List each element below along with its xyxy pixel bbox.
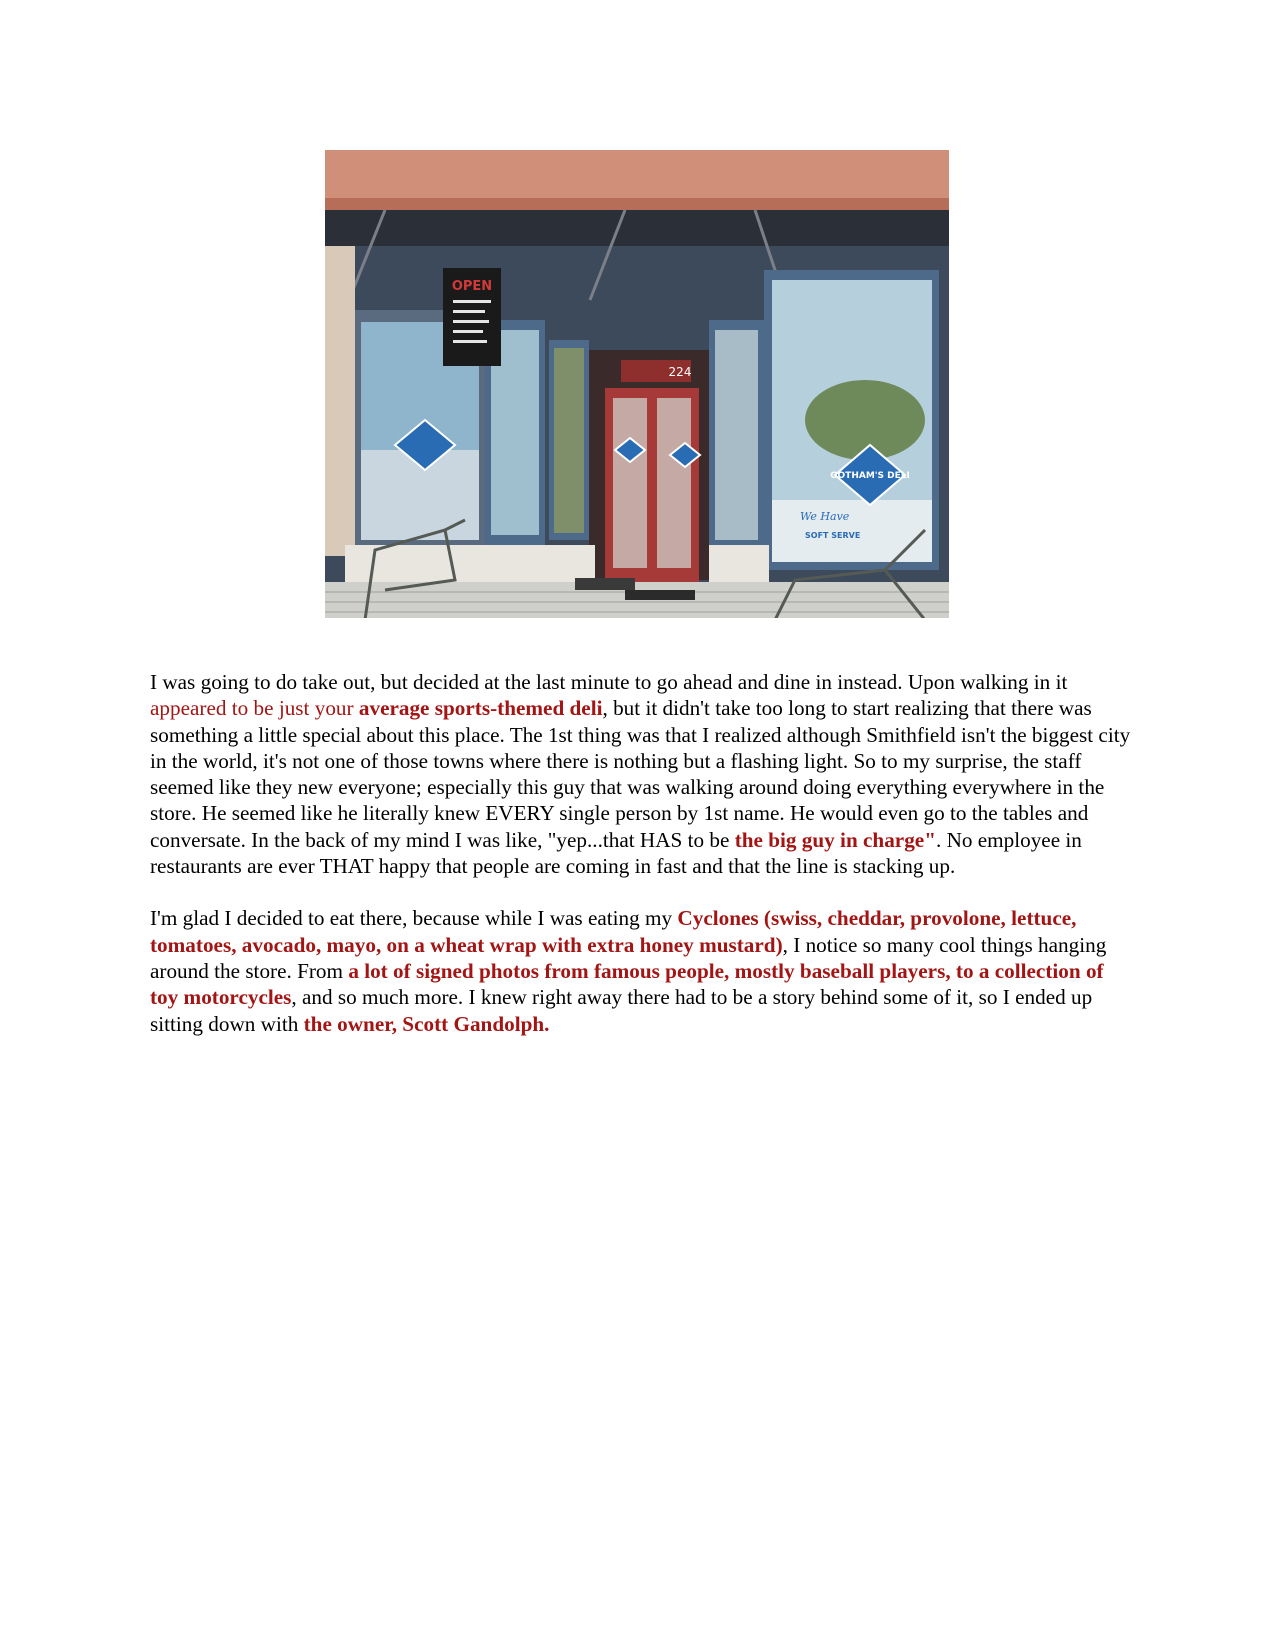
svg-text:224: 224 (668, 365, 692, 379)
text-span: I'm glad I decided to eat there, because while I was eating my (150, 906, 678, 931)
svg-text:We Have: We Have (800, 510, 850, 523)
paragraph-1 (150, 669, 1135, 879)
paragraph-2 (150, 905, 1135, 1036)
svg-text:OPEN: OPEN (451, 279, 493, 294)
text-span: , but it didn't take too long to start realizing that there was something a little special about this place. The 1st thing was that I realized although Smithfield isn't the biggest city in the world, it's not one of those towns where there is nothing but a flashing light. So to my surprise, the staff seemed like they new everyone; especially this guy that was walking around doing everything everywhere in the store. He seemed like he literally knew EVERY single person by 1st name. He would even go to the tables and conversate. In the back of my mind I was like, "yep...that HAS to be (150, 696, 1131, 852)
text-span: , I notice so many cool things hanging around the store. From (150, 932, 1107, 983)
highlight-bold-text: Cyclones (swiss, cheddar, provolone, lettuce, tomatoes, avocado, mayo, on a wheat wrap with extra honey mustard) (150, 906, 1077, 957)
highlight-bold-text: average sports-themed deli (358, 696, 603, 721)
svg-text:SOFT SERVE: SOFT SERVE (805, 531, 861, 540)
highlight-text: appeared to be just your (150, 696, 359, 721)
article-body (150, 669, 1135, 1037)
highlight-bold-text: the owner, Scott Gandolph. (303, 1011, 550, 1036)
text-span: , and so much more. I knew right away there had to be a story behind some of it, so I ended up sitting down with (150, 985, 1093, 1036)
text-span: I was going to do take out, but decided at the last minute to go ahead and dine in instead. Upon walking in it (150, 670, 1068, 694)
highlight-bold-text: the big guy in charge" (734, 827, 936, 852)
storefront-photo (325, 150, 949, 618)
highlight-bold-text: a lot of signed photos from famous people, mostly baseball players, to a collection of toy motorcycles (150, 958, 1104, 1010)
svg-text:GOTHAM'S DELI: GOTHAM'S DELI (830, 471, 910, 481)
awning (325, 150, 949, 198)
text-span: . No employee in restaurants are ever THAT happy that people are coming in fast and that the line is stacking up. (150, 827, 1082, 879)
